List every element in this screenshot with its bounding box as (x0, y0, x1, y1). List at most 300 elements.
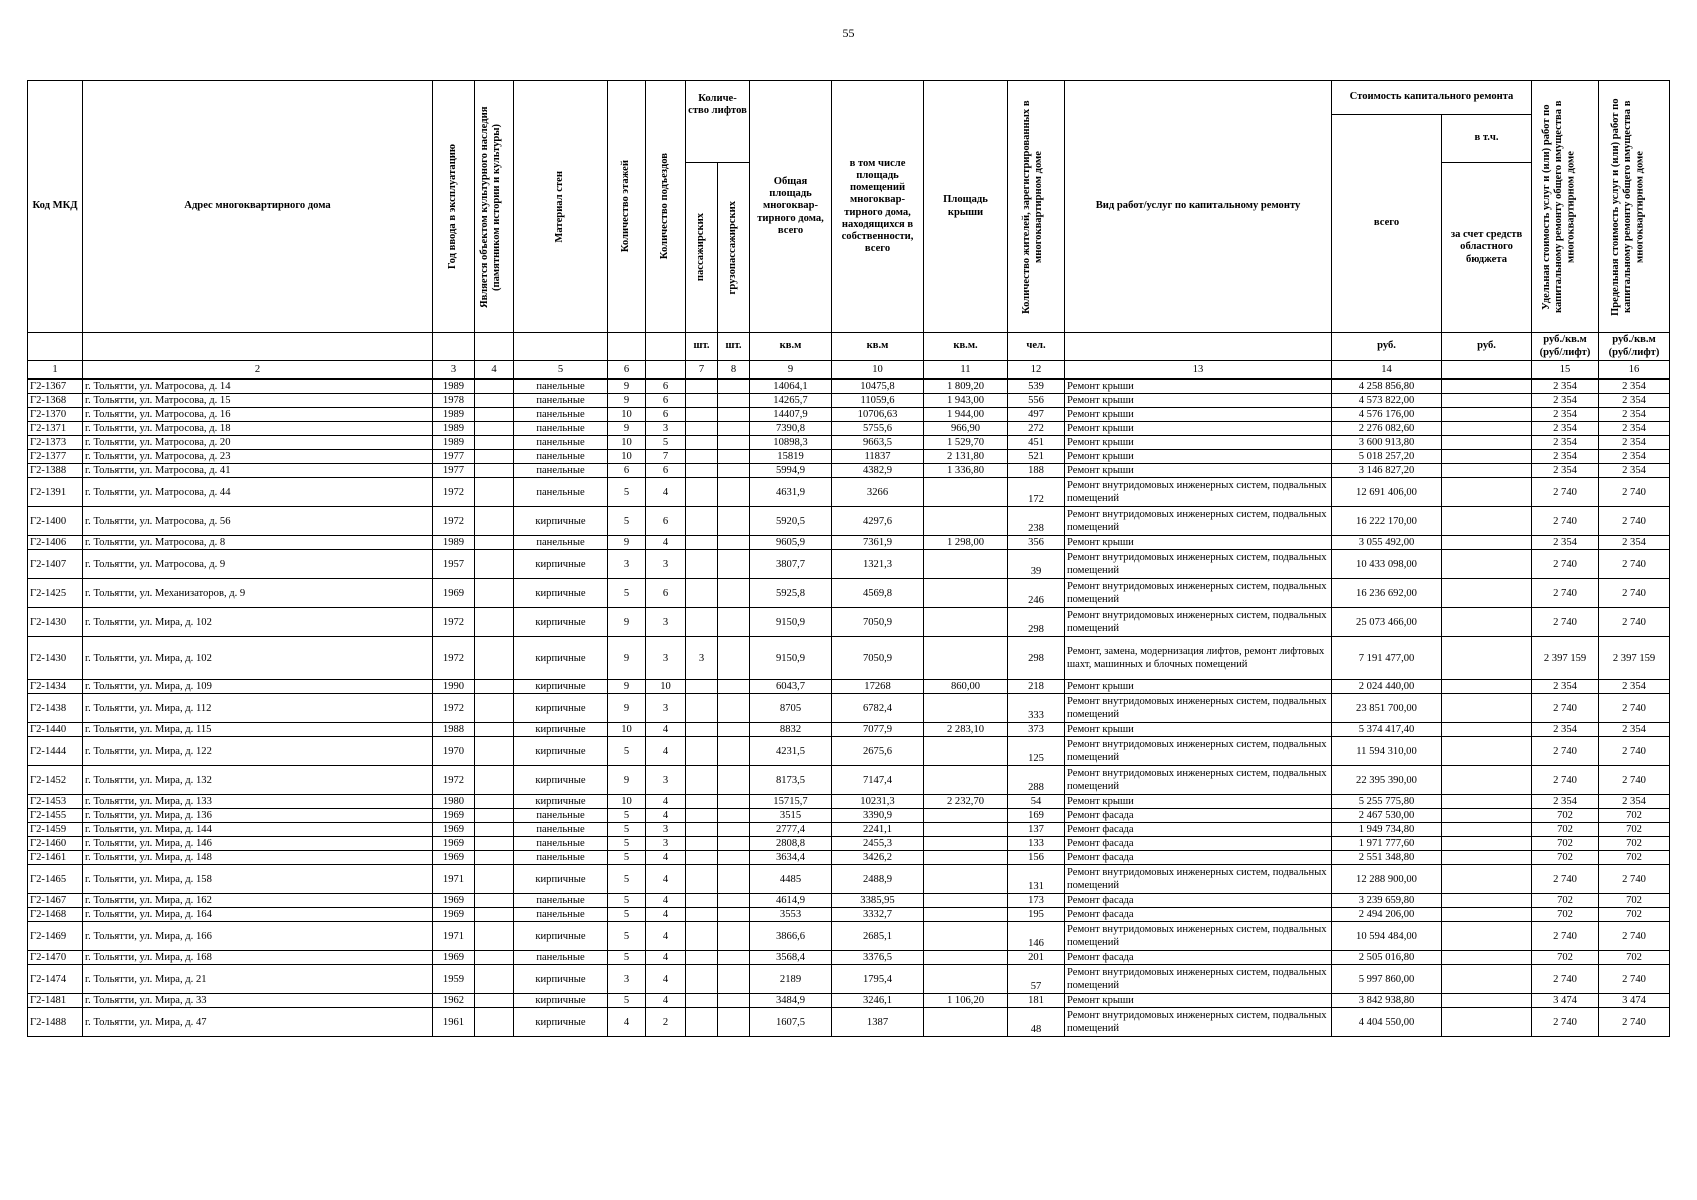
cost-total-cell: 10 594 484,00 (1332, 922, 1442, 951)
address-cell: г. Тольятти, ул. Мира, д. 146 (83, 837, 433, 851)
address-cell: г. Тольятти, ул. Мира, д. 136 (83, 809, 433, 823)
year-cell: 1969 (433, 894, 475, 908)
table-row (28, 894, 1670, 908)
floors-cell: 5 (608, 894, 646, 908)
walls-cell: кирпичные (514, 579, 608, 608)
code-cell: Г2-1459 (28, 823, 83, 837)
max-cost-cell: 2 354 (1599, 394, 1670, 408)
walls-cell: кирпичные (514, 608, 608, 637)
residents-cell: 172 (1008, 478, 1065, 507)
lifts-pass-cell: 3 (686, 637, 718, 680)
heritage-cell (475, 422, 514, 436)
walls-cell: кирпичные (514, 737, 608, 766)
work-cell: Ремонт внутридомовых инженерных систем, подвальных помещений (1065, 608, 1332, 637)
cost-total-cell: 16 222 170,00 (1332, 507, 1442, 536)
cost-total-cell: 2 276 082,60 (1332, 422, 1442, 436)
work-cell: Ремонт крыши (1065, 450, 1332, 464)
work-cell: Ремонт внутридомовых инженерных систем, подвальных помещений (1065, 965, 1332, 994)
total-area-cell: 15819 (750, 450, 832, 464)
residents-cell: 39 (1008, 550, 1065, 579)
lifts-cargo-cell (718, 436, 750, 450)
heritage-cell (475, 1008, 514, 1037)
entrances-cell: 7 (646, 450, 686, 464)
unit-cost-cell: 2 354 (1532, 464, 1599, 478)
header-total-area: Общая площадь многоквар-тирного дома, всего (750, 81, 832, 333)
residents-cell: 195 (1008, 908, 1065, 922)
floors-cell: 9 (608, 637, 646, 680)
owned-area-cell: 1795,4 (832, 965, 924, 994)
year-cell: 1962 (433, 994, 475, 1008)
cost-total-cell: 5 018 257,20 (1332, 450, 1442, 464)
walls-cell: кирпичные (514, 694, 608, 723)
entrances-cell: 3 (646, 823, 686, 837)
cost-total-cell: 2 024 440,00 (1332, 680, 1442, 694)
heritage-cell (475, 865, 514, 894)
owned-area-cell: 4297,6 (832, 507, 924, 536)
entrances-cell: 4 (646, 795, 686, 809)
entrances-cell: 10 (646, 680, 686, 694)
lifts-pass-cell (686, 579, 718, 608)
roof-area-cell: 2 131,80 (924, 450, 1008, 464)
lifts-pass-cell (686, 837, 718, 851)
residents-cell: 356 (1008, 536, 1065, 550)
unit-cost-cell: 2 740 (1532, 1008, 1599, 1037)
cost-regional-cell (1442, 422, 1532, 436)
column-number (1442, 361, 1532, 380)
total-area-cell: 8173,5 (750, 766, 832, 795)
table-row (28, 809, 1670, 823)
column-number: 14 (1332, 361, 1442, 380)
cost-total-cell: 5 255 775,80 (1332, 795, 1442, 809)
roof-area-cell: 2 232,70 (924, 795, 1008, 809)
code-cell: Г2-1474 (28, 965, 83, 994)
address-cell: г. Тольятти, ул. Мира, д. 132 (83, 766, 433, 795)
total-area-cell: 10898,3 (750, 436, 832, 450)
column-number: 4 (475, 361, 514, 380)
max-cost-cell: 3 474 (1599, 994, 1670, 1008)
cost-total-cell: 11 594 310,00 (1332, 737, 1442, 766)
entrances-cell: 3 (646, 608, 686, 637)
header-cost: Стоимость капитального ремонта (1332, 81, 1532, 115)
roof-area-cell (924, 579, 1008, 608)
owned-area-cell: 7147,4 (832, 766, 924, 795)
cost-regional-cell (1442, 908, 1532, 922)
cost-regional-cell (1442, 865, 1532, 894)
year-cell: 1972 (433, 478, 475, 507)
owned-area-cell: 11837 (832, 450, 924, 464)
walls-cell: панельные (514, 394, 608, 408)
year-cell: 1971 (433, 922, 475, 951)
residents-cell: 451 (1008, 436, 1065, 450)
work-cell: Ремонт внутридомовых инженерных систем, подвальных помещений (1065, 507, 1332, 536)
total-area-cell: 4614,9 (750, 894, 832, 908)
code-cell: Г2-1460 (28, 837, 83, 851)
table-row (28, 550, 1670, 579)
lifts-cargo-cell (718, 536, 750, 550)
year-cell: 1972 (433, 766, 475, 795)
cost-regional-cell (1442, 922, 1532, 951)
entrances-cell: 4 (646, 922, 686, 951)
table-row (28, 737, 1670, 766)
residents-cell: 156 (1008, 851, 1065, 865)
unit-cost-cell: 702 (1532, 823, 1599, 837)
unit-cost-cell: 702 (1532, 809, 1599, 823)
heritage-cell (475, 694, 514, 723)
table-row (28, 680, 1670, 694)
year-cell: 1977 (433, 450, 475, 464)
unit-sqm: кв.м. (924, 333, 1008, 361)
total-area-cell: 14265,7 (750, 394, 832, 408)
residents-cell: 288 (1008, 766, 1065, 795)
unit-cost-cell: 2 354 (1532, 422, 1599, 436)
owned-area-cell: 7050,9 (832, 608, 924, 637)
code-cell: Г2-1370 (28, 408, 83, 422)
cost-regional-cell (1442, 408, 1532, 422)
max-cost-cell: 2 740 (1599, 965, 1670, 994)
cost-regional-cell (1442, 550, 1532, 579)
residents-cell: 246 (1008, 579, 1065, 608)
header-floors: Количество этажей (608, 81, 646, 333)
entrances-cell: 4 (646, 908, 686, 922)
cost-total-cell: 5 997 860,00 (1332, 965, 1442, 994)
walls-cell: панельные (514, 478, 608, 507)
lifts-pass-cell (686, 464, 718, 478)
roof-area-cell: 1 336,80 (924, 464, 1008, 478)
work-cell: Ремонт внутридомовых инженерных систем, подвальных помещений (1065, 579, 1332, 608)
address-cell: г. Тольятти, ул. Мира, д. 112 (83, 694, 433, 723)
table-row (28, 694, 1670, 723)
max-cost-cell: 2 740 (1599, 737, 1670, 766)
code-cell: Г2-1434 (28, 680, 83, 694)
unit-cost-cell: 702 (1532, 837, 1599, 851)
address-cell: г. Тольятти, ул. Матросова, д. 14 (83, 379, 433, 394)
header-walls: Материал стен (514, 81, 608, 333)
address-cell: г. Тольятти, ул. Матросова, д. 44 (83, 478, 433, 507)
walls-cell: кирпичные (514, 680, 608, 694)
entrances-cell: 3 (646, 694, 686, 723)
floors-cell: 10 (608, 450, 646, 464)
total-area-cell: 2777,4 (750, 823, 832, 837)
max-cost-cell: 2 740 (1599, 608, 1670, 637)
total-area-cell: 9150,9 (750, 637, 832, 680)
table-row (28, 507, 1670, 536)
lifts-pass-cell (686, 908, 718, 922)
residents-cell: 272 (1008, 422, 1065, 436)
owned-area-cell: 7077,9 (832, 723, 924, 737)
work-cell: Ремонт крыши (1065, 408, 1332, 422)
code-cell: Г2-1465 (28, 865, 83, 894)
owned-area-cell: 9663,5 (832, 436, 924, 450)
cost-regional-cell (1442, 436, 1532, 450)
code-cell: Г2-1430 (28, 608, 83, 637)
walls-cell: кирпичные (514, 994, 608, 1008)
owned-area-cell: 6782,4 (832, 694, 924, 723)
floors-cell: 5 (608, 908, 646, 922)
entrances-cell: 4 (646, 737, 686, 766)
owned-area-cell: 7361,9 (832, 536, 924, 550)
lifts-cargo-cell (718, 694, 750, 723)
cost-regional-cell (1442, 766, 1532, 795)
heritage-cell (475, 951, 514, 965)
max-cost-cell: 702 (1599, 951, 1670, 965)
heritage-cell (475, 408, 514, 422)
walls-cell: кирпичные (514, 550, 608, 579)
work-cell: Ремонт крыши (1065, 994, 1332, 1008)
work-cell: Ремонт фасада (1065, 809, 1332, 823)
total-area-cell: 9150,9 (750, 608, 832, 637)
floors-cell: 10 (608, 795, 646, 809)
unit-cost-cell: 702 (1532, 851, 1599, 865)
cost-regional-cell (1442, 737, 1532, 766)
work-cell: Ремонт крыши (1065, 436, 1332, 450)
heritage-cell (475, 723, 514, 737)
unit-ratio: руб./кв.м (руб/лифт) (1532, 333, 1599, 361)
code-cell: Г2-1452 (28, 766, 83, 795)
cost-regional-cell (1442, 837, 1532, 851)
total-area-cell: 4485 (750, 865, 832, 894)
roof-area-cell: 966,90 (924, 422, 1008, 436)
lifts-pass-cell (686, 737, 718, 766)
cost-total-cell: 12 288 900,00 (1332, 865, 1442, 894)
entrances-cell: 6 (646, 379, 686, 394)
floors-cell: 5 (608, 737, 646, 766)
cost-total-cell: 2 505 016,80 (1332, 951, 1442, 965)
cost-total-cell: 1 949 734,80 (1332, 823, 1442, 837)
table-row (28, 379, 1670, 394)
total-area-cell: 2808,8 (750, 837, 832, 851)
table-row (28, 951, 1670, 965)
year-cell: 1989 (433, 436, 475, 450)
cost-total-cell: 4 258 856,80 (1332, 379, 1442, 394)
entrances-cell: 4 (646, 965, 686, 994)
floors-cell: 9 (608, 694, 646, 723)
cost-total-cell: 4 404 550,00 (1332, 1008, 1442, 1037)
floors-cell: 9 (608, 608, 646, 637)
unit-sqm: кв.м (832, 333, 924, 361)
owned-area-cell: 4569,8 (832, 579, 924, 608)
table-row (28, 464, 1670, 478)
year-cell: 1972 (433, 694, 475, 723)
max-cost-cell: 2 354 (1599, 436, 1670, 450)
year-cell: 1980 (433, 795, 475, 809)
code-cell: Г2-1430 (28, 637, 83, 680)
walls-cell: панельные (514, 894, 608, 908)
address-cell: г. Тольятти, ул. Мира, д. 144 (83, 823, 433, 837)
year-cell: 1972 (433, 637, 475, 680)
lifts-cargo-cell (718, 637, 750, 680)
walls-cell: панельные (514, 837, 608, 851)
heritage-cell (475, 908, 514, 922)
heritage-cell (475, 550, 514, 579)
heritage-cell (475, 965, 514, 994)
unit-cost-cell: 2 354 (1532, 379, 1599, 394)
unit-cost-cell: 2 397 159 (1532, 637, 1599, 680)
address-cell: г. Тольятти, ул. Матросова, д. 18 (83, 422, 433, 436)
walls-cell: панельные (514, 536, 608, 550)
header-roof-area: Площадь крыши (924, 81, 1008, 333)
owned-area-cell: 3332,7 (832, 908, 924, 922)
cost-total-cell: 3 239 659,80 (1332, 894, 1442, 908)
column-number: 12 (1008, 361, 1065, 380)
owned-area-cell: 11059,6 (832, 394, 924, 408)
residents-cell: 146 (1008, 922, 1065, 951)
lifts-cargo-cell (718, 908, 750, 922)
lifts-cargo-cell (718, 851, 750, 865)
total-area-cell: 4631,9 (750, 478, 832, 507)
address-cell: г. Тольятти, ул. Мира, д. 102 (83, 637, 433, 680)
roof-area-cell: 2 283,10 (924, 723, 1008, 737)
roof-area-cell (924, 823, 1008, 837)
column-number: 3 (433, 361, 475, 380)
max-cost-cell: 2 354 (1599, 450, 1670, 464)
roof-area-cell (924, 922, 1008, 951)
total-area-cell: 5925,8 (750, 579, 832, 608)
code-cell: Г2-1461 (28, 851, 83, 865)
lifts-cargo-cell (718, 837, 750, 851)
floors-cell: 5 (608, 994, 646, 1008)
cost-total-cell: 4 573 822,00 (1332, 394, 1442, 408)
lifts-pass-cell (686, 766, 718, 795)
total-area-cell: 1607,5 (750, 1008, 832, 1037)
residents-cell: 48 (1008, 1008, 1065, 1037)
header-unit-cost: Удельная стоимость услуг и (или) работ по капитальному ремонту общего имущества в многоквартирном доме (1532, 81, 1599, 333)
max-cost-cell: 702 (1599, 809, 1670, 823)
walls-cell: кирпичные (514, 865, 608, 894)
max-cost-cell: 2 354 (1599, 795, 1670, 809)
total-area-cell: 4231,5 (750, 737, 832, 766)
lifts-pass-cell (686, 865, 718, 894)
roof-area-cell: 1 809,20 (924, 379, 1008, 394)
unit-cost-cell: 2 740 (1532, 478, 1599, 507)
cost-regional-cell (1442, 823, 1532, 837)
cost-regional-cell (1442, 478, 1532, 507)
owned-area-cell: 5755,6 (832, 422, 924, 436)
floors-cell: 9 (608, 394, 646, 408)
lifts-pass-cell (686, 809, 718, 823)
residents-cell: 169 (1008, 809, 1065, 823)
header-lifts: Количе-ство лифтов (686, 81, 750, 163)
cost-total-cell: 7 191 477,00 (1332, 637, 1442, 680)
walls-cell: панельные (514, 436, 608, 450)
entrances-cell: 4 (646, 851, 686, 865)
code-cell: Г2-1407 (28, 550, 83, 579)
unit-cost-cell: 2 740 (1532, 865, 1599, 894)
address-cell: г. Тольятти, ул. Мира, д. 162 (83, 894, 433, 908)
address-cell: г. Тольятти, ул. Матросова, д. 8 (83, 536, 433, 550)
heritage-cell (475, 922, 514, 951)
floors-cell: 9 (608, 536, 646, 550)
floors-cell: 5 (608, 823, 646, 837)
roof-area-cell (924, 694, 1008, 723)
column-number (646, 361, 686, 380)
floors-cell: 5 (608, 478, 646, 507)
entrances-cell: 3 (646, 550, 686, 579)
code-cell: Г2-1368 (28, 394, 83, 408)
column-number: 10 (832, 361, 924, 380)
entrances-cell: 3 (646, 837, 686, 851)
cost-total-cell: 4 576 176,00 (1332, 408, 1442, 422)
total-area-cell: 3568,4 (750, 951, 832, 965)
entrances-cell: 6 (646, 464, 686, 478)
max-cost-cell: 2 740 (1599, 550, 1670, 579)
table-row (28, 536, 1670, 550)
table-row (28, 394, 1670, 408)
address-cell: г. Тольятти, ул. Матросова, д. 20 (83, 436, 433, 450)
code-cell: Г2-1425 (28, 579, 83, 608)
year-cell: 1959 (433, 965, 475, 994)
total-area-cell: 9605,9 (750, 536, 832, 550)
roof-area-cell (924, 894, 1008, 908)
unit-cost-cell: 2 740 (1532, 965, 1599, 994)
owned-area-cell: 2241,1 (832, 823, 924, 837)
floors-cell: 5 (608, 809, 646, 823)
heritage-cell (475, 851, 514, 865)
column-numbers-row (28, 361, 1670, 380)
max-cost-cell: 2 740 (1599, 1008, 1670, 1037)
year-cell: 1969 (433, 809, 475, 823)
max-cost-cell: 2 354 (1599, 680, 1670, 694)
lifts-cargo-cell (718, 507, 750, 536)
column-number: 8 (718, 361, 750, 380)
cost-regional-cell (1442, 579, 1532, 608)
lifts-cargo-cell (718, 795, 750, 809)
max-cost-cell: 702 (1599, 908, 1670, 922)
unit-rub: руб. (1442, 333, 1532, 361)
column-number: 2 (83, 361, 433, 380)
floors-cell: 10 (608, 408, 646, 422)
cost-total-cell: 3 146 827,20 (1332, 464, 1442, 478)
table-row (28, 1008, 1670, 1037)
cost-total-cell: 5 374 417,40 (1332, 723, 1442, 737)
lifts-cargo-cell (718, 1008, 750, 1037)
owned-area-cell: 17268 (832, 680, 924, 694)
owned-area-cell: 4382,9 (832, 464, 924, 478)
walls-cell: кирпичные (514, 922, 608, 951)
floors-cell: 5 (608, 951, 646, 965)
owned-area-cell: 7050,9 (832, 637, 924, 680)
unit-cost-cell: 702 (1532, 908, 1599, 922)
heritage-cell (475, 766, 514, 795)
owned-area-cell: 10475,8 (832, 379, 924, 394)
lifts-cargo-cell (718, 809, 750, 823)
heritage-cell (475, 379, 514, 394)
code-cell: Г2-1467 (28, 894, 83, 908)
roof-area-cell (924, 608, 1008, 637)
total-area-cell: 14407,9 (750, 408, 832, 422)
cost-total-cell: 2 551 348,80 (1332, 851, 1442, 865)
lifts-cargo-cell (718, 922, 750, 951)
owned-area-cell: 2455,3 (832, 837, 924, 851)
code-cell: Г2-1388 (28, 464, 83, 478)
address-cell: г. Тольятти, ул. Мира, д. 21 (83, 965, 433, 994)
column-number: 16 (1599, 361, 1670, 380)
cost-total-cell: 10 433 098,00 (1332, 550, 1442, 579)
header-residents: Количество жителей, зарегистрированных в многоквартирном доме (1008, 81, 1065, 333)
unit-cost-cell: 2 740 (1532, 608, 1599, 637)
address-cell: г. Тольятти, ул. Матросова, д. 41 (83, 464, 433, 478)
owned-area-cell: 3376,5 (832, 951, 924, 965)
work-cell: Ремонт фасада (1065, 908, 1332, 922)
header-owned-area: в том числе площадь помещений многоквар-тирного дома, находящихся в собственности, всего (832, 81, 924, 333)
address-cell: г. Тольятти, ул. Матросова, д. 23 (83, 450, 433, 464)
year-cell: 1988 (433, 723, 475, 737)
cost-total-cell: 3 600 913,80 (1332, 436, 1442, 450)
total-area-cell: 8832 (750, 723, 832, 737)
work-cell: Ремонт внутридомовых инженерных систем, подвальных помещений (1065, 550, 1332, 579)
lifts-pass-cell (686, 894, 718, 908)
lifts-pass-cell (686, 507, 718, 536)
work-cell: Ремонт, замена, модернизация лифтов, ремонт лифтовых шахт, машинных и блочных помещений (1065, 637, 1332, 680)
